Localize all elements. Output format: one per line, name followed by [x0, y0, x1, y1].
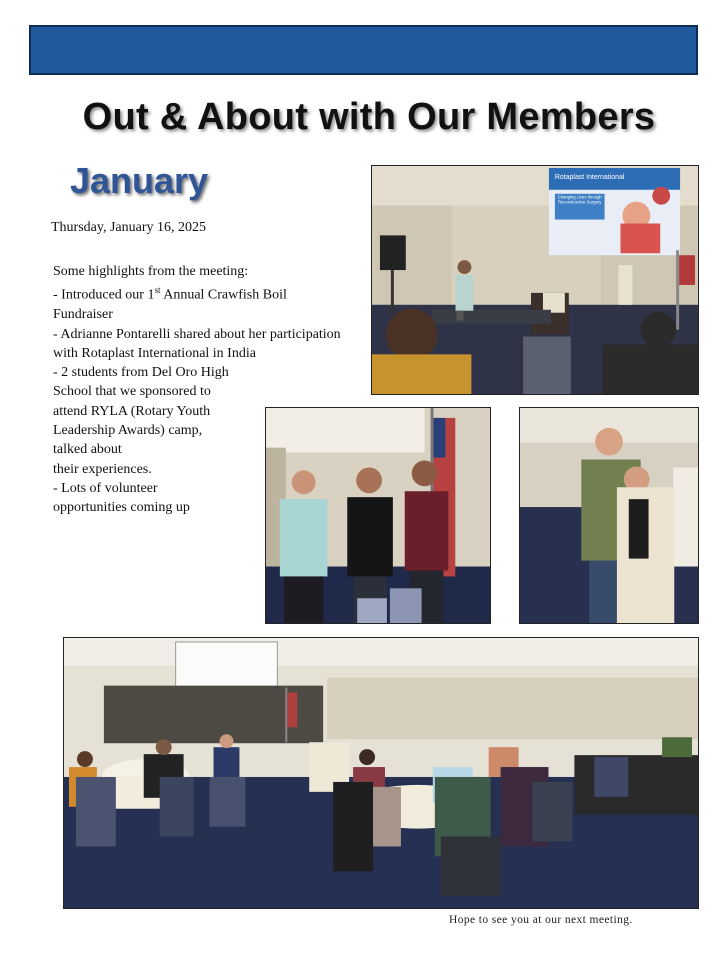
highlight-text: Annual Crawfish Boil Fundraiser [53, 287, 287, 323]
closing-note: Hope to see you at our next meeting. [449, 914, 633, 926]
highlights-intro: Some highlights from the meeting: [53, 264, 249, 279]
slide-heading: Changing Lives through Reconstructive Surgery [557, 194, 602, 205]
presentation-photo [371, 165, 699, 395]
highlight-item: - Lots of volunteer [53, 480, 158, 496]
highlight-item: - 2 students from Del Oro High [53, 365, 229, 381]
highlight-item: - Adrianne Pontarelli shared about her participation with Rotaplast International in India [53, 326, 341, 361]
highlight-line: attend RYLA (Rotary Youth [53, 403, 211, 419]
month-heading: January [70, 160, 209, 201]
banquet-room-photo [63, 637, 699, 909]
page-title: Out & About with Our Members [82, 96, 656, 138]
header-banner [29, 25, 698, 75]
highlight-line: opportunities coming up [53, 500, 190, 516]
highlight-line: their experiences. [53, 461, 152, 477]
highlight-text: - Introduced our 1 [53, 287, 155, 303]
meeting-date: Thursday, January 16, 2025 [51, 220, 207, 235]
slide-brand: Rotaplast International [554, 173, 625, 181]
highlight-line: School that we sponsored to [53, 384, 211, 400]
highlight-line: Leadership Awards) camp, [53, 423, 203, 439]
members-photo [519, 407, 699, 624]
highlight-line: talked about [53, 442, 122, 458]
superscript: st [154, 285, 161, 296]
projector-slide [549, 168, 680, 255]
highlight-item [53, 281, 343, 324]
ryla-students-photo [265, 407, 491, 624]
